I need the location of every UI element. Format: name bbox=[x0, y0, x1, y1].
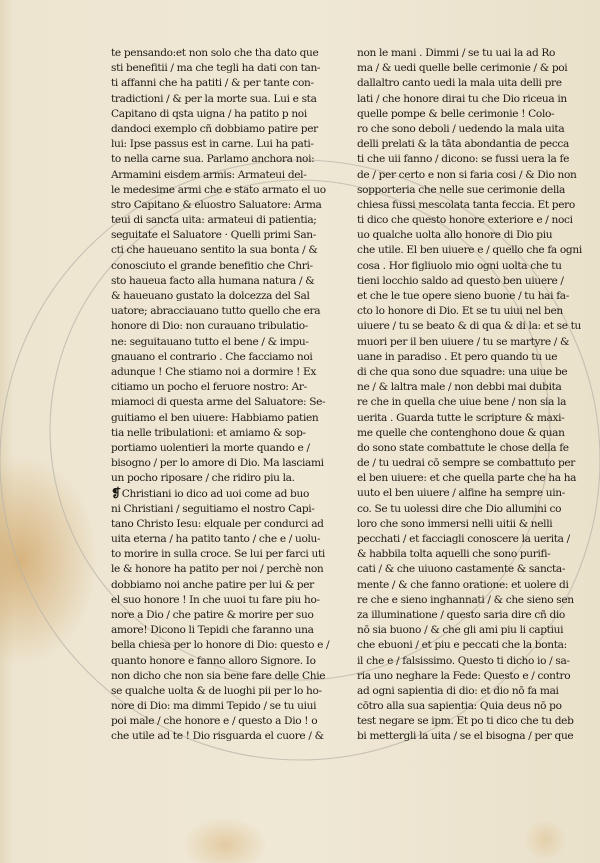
text-line-content: il che e / falsissimo. Questo ti dicho io / sa- bbox=[357, 654, 570, 667]
text-line-content: quelle pompe & belle cerimonie ! Colo- bbox=[357, 107, 555, 120]
text-line-content: ne: seguitauano tutto el bene / & impu- bbox=[111, 335, 309, 348]
text-line bbox=[357, 502, 583, 517]
text-line bbox=[357, 411, 583, 426]
text-line-content: do sono state combattute le chose della fe bbox=[357, 441, 569, 454]
text-line-content: mente / & che fanno oratione: et uolere di bbox=[357, 578, 569, 591]
text-line bbox=[111, 608, 339, 623]
text-line-content: gnauano el contrario . Che facciamo noi bbox=[111, 350, 313, 363]
text-line bbox=[111, 152, 339, 167]
text-line bbox=[357, 76, 583, 91]
text-line-content: ti affanni che ha patiti / & per tante con- bbox=[111, 77, 314, 90]
text-line bbox=[357, 61, 583, 76]
text-line-content: bella chiesa per lo honore di Dio: questo e / bbox=[111, 639, 330, 652]
text-line-content: che ebuoni / et piu e peccati che la bonta: bbox=[357, 639, 567, 652]
text-line bbox=[111, 61, 339, 76]
text-line bbox=[111, 168, 339, 183]
text-line-content: lati / che honore dirai tu che Dio riceua in bbox=[357, 92, 567, 105]
text-line-content: dallaltro canto uedi la mala uita delli pre bbox=[357, 77, 562, 90]
text-line-content: Armamini eisdem armis: Armateui del- bbox=[111, 168, 307, 181]
text-line-content: quanto honore e fanno alloro Signore. Io bbox=[111, 654, 316, 667]
text-line-content: nore di Dio: ma dimmi Tepido / se tu uiui bbox=[111, 700, 317, 713]
text-line bbox=[357, 395, 583, 410]
text-line-content: re che e sieno inghannati / & che sieno sen bbox=[357, 593, 574, 606]
text-line-content: ma / & uedi quelle belle cerimonie / & poi bbox=[357, 62, 568, 75]
text-line bbox=[111, 593, 339, 608]
text-line-content: ro che sono deboli / uedendo la mala uita bbox=[357, 122, 565, 135]
text-line-content: uatore; abracciauano tutto quello che era bbox=[111, 305, 321, 318]
text-line-content: sopporteria che nelle sue cerimonie della bbox=[357, 183, 565, 196]
text-line-content: sti benefitii / ma che tegli ha dati con tan- bbox=[111, 62, 321, 75]
text-line bbox=[357, 638, 583, 653]
text-line-content: tradictioni / & per la morte sua. Lui e sta bbox=[111, 92, 317, 105]
text-line bbox=[111, 426, 339, 441]
text-line-content: le & honore ha patito per noi / perchè non bbox=[111, 563, 324, 576]
text-line bbox=[357, 335, 583, 350]
text-line-content: seguitate el Saluatore · Quelli primi San- bbox=[111, 229, 316, 242]
text-line-content: ti dico che questo honore exteriore e / noci bbox=[357, 214, 573, 227]
text-line bbox=[111, 335, 339, 350]
text-line bbox=[357, 92, 583, 107]
text-line bbox=[111, 274, 339, 289]
text-line-content: et che le tue opere sieno buone / tu hai fa- bbox=[357, 290, 569, 302]
text-line bbox=[111, 699, 339, 714]
text-line bbox=[357, 699, 583, 714]
text-line-content: ad ogni sapientia di dio: et dio nō fa mai bbox=[357, 684, 559, 697]
text-line bbox=[111, 395, 339, 410]
text-line bbox=[111, 532, 339, 547]
text-line-content: un pocho riposare / che ridiro piu la. bbox=[111, 472, 295, 485]
text-line-content: Christiani io dico ad uoi come ad buo bbox=[121, 488, 309, 501]
text-line bbox=[357, 517, 583, 532]
text-line-content: citiamo un pocho el feruore nostro: Ar- bbox=[111, 381, 307, 394]
text-line bbox=[111, 654, 339, 669]
text-line-content: portiamo uolentieri la morte quando e / bbox=[111, 441, 310, 454]
text-line bbox=[357, 319, 583, 334]
text-line-content: se qualche uolta & de luoghi pii per lo ho- bbox=[111, 684, 322, 697]
text-line-content: ne / & laltra male / non debbi mai dubita bbox=[357, 381, 562, 394]
text-line-content: te pensando:et non solo che tha dato que bbox=[111, 47, 319, 59]
text-line bbox=[357, 304, 583, 319]
text-line bbox=[111, 517, 339, 532]
text-line bbox=[357, 608, 583, 623]
text-line-content: uita eterna / ha patito tanto / che e / uolu- bbox=[111, 533, 321, 545]
text-line-content: cati / & che uiuono castamente & sancta- bbox=[357, 563, 566, 576]
text-line bbox=[111, 319, 339, 334]
text-line-content: Capitano di qsta uigna / ha patito p noi bbox=[111, 107, 307, 120]
text-line bbox=[111, 441, 339, 456]
text-line-content: me quelle che contenghono doue & quan bbox=[357, 426, 565, 439]
text-line bbox=[357, 471, 583, 486]
text-column-left bbox=[111, 46, 339, 745]
text-line bbox=[357, 426, 583, 441]
text-line-content: conosciuto el grande benefitio che Chri- bbox=[111, 259, 313, 272]
text-line bbox=[111, 213, 339, 228]
text-line bbox=[111, 714, 339, 729]
text-line bbox=[111, 198, 339, 213]
text-line-content: nore a Dio / che patire & morire per suo bbox=[111, 608, 314, 621]
text-line bbox=[357, 46, 583, 61]
text-line-content: cōtro alla sua sapientia: Quia deus nō po bbox=[357, 700, 562, 713]
text-line-content: & habbila tolta aquelli che sono purifi- bbox=[357, 548, 551, 561]
text-line bbox=[111, 76, 339, 91]
text-line-content: non dicho che non sia bene fare delle Chie bbox=[111, 669, 326, 682]
text-line-content: el suo honore ! In che uuoi tu fare piu ho- bbox=[111, 593, 320, 606]
text-line-content: uuto el ben uiuere / alfine ha sempre uin- bbox=[357, 487, 565, 500]
text-line bbox=[357, 213, 583, 228]
text-line bbox=[357, 729, 583, 744]
text-line bbox=[111, 623, 339, 638]
text-line bbox=[357, 486, 583, 501]
text-line bbox=[357, 380, 583, 395]
text-line-content: bisogno / per lo amore di Dio. Ma lasciami bbox=[111, 457, 324, 470]
text-line bbox=[111, 411, 339, 426]
text-column-right bbox=[357, 46, 583, 745]
text-line-content: pecchati / et facciagli conoscere la uerita / bbox=[357, 533, 570, 545]
text-line-content: guitiamo el ben uiuere: Habbiamo patien bbox=[111, 411, 319, 424]
text-line bbox=[111, 228, 339, 243]
text-line bbox=[111, 107, 339, 122]
text-line bbox=[111, 304, 339, 319]
text-line-content: tia nelle tribulationi: et amiamo & sop- bbox=[111, 426, 306, 439]
text-line-content: bi mettergli la uita / se el bisogna / per que bbox=[357, 730, 574, 743]
text-line bbox=[111, 137, 339, 152]
text-line bbox=[111, 380, 339, 395]
text-line bbox=[357, 669, 583, 684]
text-line-content: dobbiamo noi anche patire per lui & per bbox=[111, 578, 314, 591]
text-line-content: amore! Dicono li Tepidi che faranno una bbox=[111, 624, 314, 637]
text-line-content: el ben uiuere: et che quella parte che ha ha bbox=[357, 472, 577, 485]
text-line bbox=[111, 243, 339, 258]
text-line bbox=[357, 654, 583, 669]
text-line-content: re che in quella che uiue bene / non sia la bbox=[357, 396, 567, 409]
text-line bbox=[357, 183, 583, 198]
text-line-content: de / per certo e non si faria cosi / & Dio non bbox=[357, 168, 577, 181]
text-line-content: honore di Dio: non curauano tribulatio- bbox=[111, 320, 309, 333]
text-line bbox=[111, 486, 339, 501]
text-line-content: to morire in sulla croce. Se lui per farci uti bbox=[111, 548, 325, 561]
text-line-content: sto haueua facto alla humana natura / & bbox=[111, 274, 315, 287]
text-line bbox=[357, 122, 583, 137]
text-line-content: che utile ad te ! Dio risguarda el cuore / & bbox=[111, 730, 324, 743]
text-line-content: tieni locchio saldo ad questo ben uiuere / bbox=[357, 274, 564, 287]
text-line bbox=[111, 92, 339, 107]
text-line bbox=[111, 471, 339, 486]
text-line bbox=[111, 259, 339, 274]
text-line-content: de / tu uedrai cō sempre se combattuto per bbox=[357, 457, 576, 470]
text-line bbox=[111, 638, 339, 653]
text-line-content: le medesime armi che e stato armato el uo bbox=[111, 183, 326, 196]
text-line-content: non le mani . Dimmi / se tu uai la ad Ro bbox=[357, 47, 556, 59]
text-line-content: cosa . Hor figliuolo mio ogni uolta che tu bbox=[357, 259, 562, 272]
text-line-content: co. Se tu uolessi dire che Dio allumini co bbox=[357, 502, 562, 515]
text-line-content: loro che sono immersi nelli uitii & nelli bbox=[357, 517, 553, 530]
text-line bbox=[357, 198, 583, 213]
text-line-content: to nella carne sua. Parlamo anchora noi: bbox=[111, 153, 315, 166]
text-line bbox=[357, 593, 583, 608]
text-line-content: miamoci di questa arme del Saluatore: Se- bbox=[111, 396, 326, 409]
text-line bbox=[357, 274, 583, 289]
text-line bbox=[357, 243, 583, 258]
text-line bbox=[357, 168, 583, 183]
text-line bbox=[357, 152, 583, 167]
text-line bbox=[357, 289, 583, 304]
text-line-content: cti che haueuano sentito la sua bonta / & bbox=[111, 244, 318, 257]
text-line bbox=[111, 729, 339, 744]
text-line bbox=[111, 502, 339, 517]
text-line bbox=[111, 350, 339, 365]
text-line bbox=[111, 456, 339, 471]
text-line-content: ti che uii fanno / dicono: se fussi uera la fe bbox=[357, 153, 570, 166]
text-line bbox=[111, 46, 339, 61]
text-line bbox=[357, 107, 583, 122]
text-line-content: delli prelati & la tāta abondantia de pecca bbox=[357, 138, 569, 151]
text-line-content: poi male / che honore e / questo a Dio ! o bbox=[111, 715, 318, 728]
text-line-content: uiuere / tu se beato & di qua & di la: et se tu bbox=[357, 320, 582, 333]
text-line bbox=[357, 547, 583, 562]
text-line bbox=[357, 441, 583, 456]
text-line bbox=[357, 228, 583, 243]
text-line-content: uane in paradiso . Et pero quando tu ue bbox=[357, 350, 558, 363]
text-line bbox=[357, 684, 583, 699]
text-line bbox=[111, 289, 339, 304]
text-line-content: cto lo honore di Dio. Et se tu uiui nel ben bbox=[357, 305, 563, 318]
text-line bbox=[357, 259, 583, 274]
text-line bbox=[111, 562, 339, 577]
text-line bbox=[357, 365, 583, 380]
text-line-content: nō sia buono / & che gli ami piu li captiui bbox=[357, 624, 564, 637]
text-line bbox=[111, 547, 339, 562]
text-line bbox=[357, 578, 583, 593]
text-line-content: chiesa fussi mescolata tanta feccia. Et pero bbox=[357, 198, 575, 211]
text-line bbox=[357, 532, 583, 547]
text-line bbox=[111, 684, 339, 699]
text-line-content: za illuminatione / questo saria dire cñ dio bbox=[357, 608, 565, 621]
text-line-content: test negare se ipm. Et po ti dico che tu deb bbox=[357, 715, 574, 728]
text-line bbox=[357, 456, 583, 471]
text-line-content: che utile. El ben uiuere e / quello che fa ogni bbox=[357, 244, 582, 257]
text-line bbox=[357, 714, 583, 729]
text-line bbox=[357, 350, 583, 365]
text-line bbox=[111, 669, 339, 684]
text-line-content: ni Christiani / seguitiamo el nostro Capi- bbox=[111, 502, 315, 515]
text-line-content: uerita . Guarda tutte le scripture & maxi- bbox=[357, 411, 565, 424]
text-line-content: stro Capitano & eluostro Saluatore: Arma bbox=[111, 198, 322, 211]
text-line-content: dandoci exemplo cñ dobbiamo patire per bbox=[111, 122, 318, 135]
text-line-content: tano Christo Iesu: elquale per condurci ad bbox=[111, 517, 324, 530]
text-line bbox=[111, 578, 339, 593]
pilcrow-icon: ❡ bbox=[111, 486, 121, 501]
text-line-content: teui di sancta uita: armateui di patientia; bbox=[111, 214, 317, 227]
text-line bbox=[111, 183, 339, 198]
text-line-content: adunque ! Che stiamo noi a dormire ! Ex bbox=[111, 365, 317, 378]
text-line-content: & haueuano gustato la dolcezza del Sal bbox=[111, 290, 310, 302]
text-line bbox=[357, 623, 583, 638]
text-line bbox=[357, 562, 583, 577]
text-line-content: muori per il ben uiuere / tu se martyre / & bbox=[357, 335, 570, 348]
text-line-content: di che qua sono due squadre: una uiue be bbox=[357, 365, 568, 378]
text-line-content: ria uno neghare la Fede: Questo e / contro bbox=[357, 669, 571, 682]
text-line bbox=[357, 137, 583, 152]
text-line bbox=[111, 122, 339, 137]
text-line-content: lui: Ipse passus est in carne. Lui ha pati- bbox=[111, 138, 314, 151]
text-line bbox=[111, 365, 339, 380]
text-line-content: uo qualche uolta allo honore di Dio piu bbox=[357, 229, 553, 242]
